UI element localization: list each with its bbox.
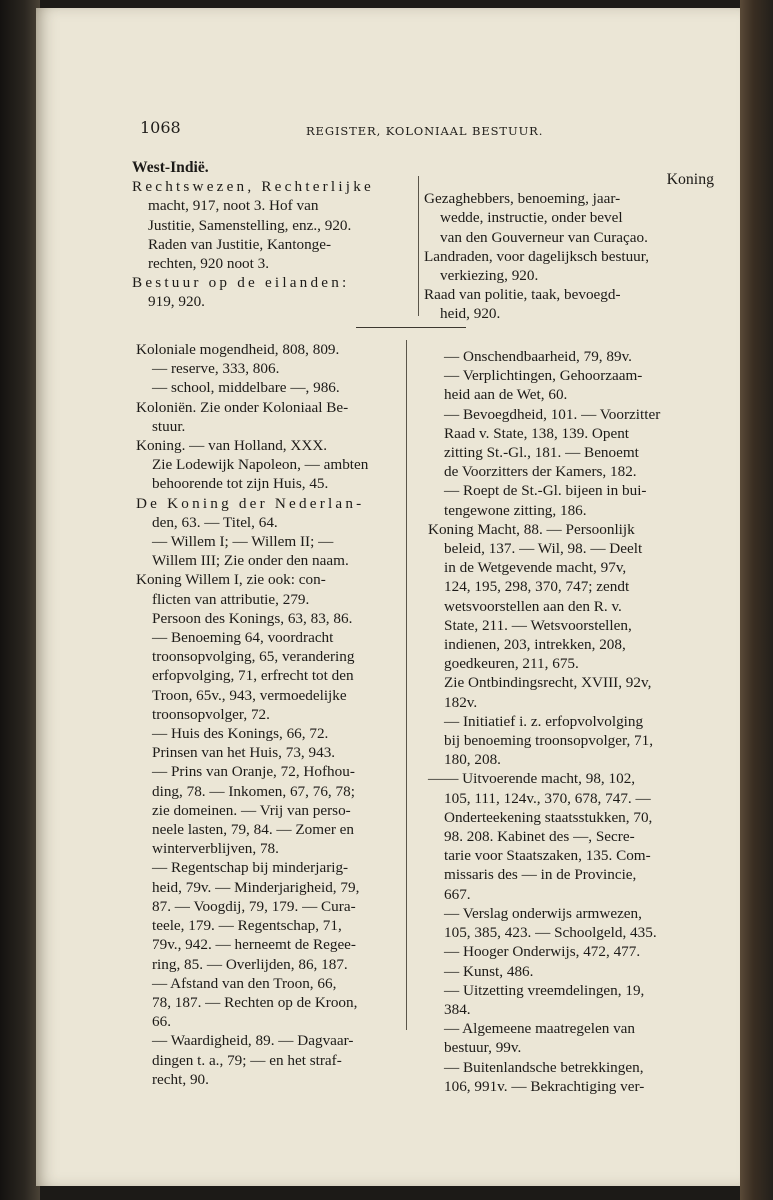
index-line: 78, 187. — Rechten op de Kroon, — [152, 993, 358, 1011]
index-line: — Prins van Oranje, 72, Hofhou- — [152, 763, 355, 781]
bottom-left-column — [136, 340, 432, 1089]
catchword-heading: Koning — [666, 171, 714, 188]
index-line: Justitie, Samenstelling, enz., 920. — [148, 216, 352, 234]
section-heading: West-Indië. — [132, 159, 209, 176]
index-line: — Hooger Onderwijs, 472, 477. — [444, 943, 641, 961]
index-line: den, 63. — Titel, 64. — [152, 513, 278, 531]
index-line: Landraden, voor dagelijksch bestuur, — [424, 247, 650, 265]
index-line: dingen t. a., 79; — en het straf- — [152, 1051, 342, 1069]
index-line: — Afstand van den Troon, 66, — [152, 974, 337, 992]
index-line: wetsvoorstellen aan den R. v. — [444, 597, 622, 615]
index-line: van den Gouverneur van Curaçao. — [440, 228, 648, 246]
index-line: — Uitzetting vreemdelingen, 19, — [444, 981, 645, 999]
index-line: — Bevoegdheid, 101. — Voorzitter — [444, 405, 661, 423]
index-line: ding, 78. — Inkomen, 67, 76, 78; — [152, 782, 355, 800]
index-line: — Initiatief i. z. erfopvolvolging — [444, 712, 644, 730]
index-line: de Voorzitters der Kamers, 182. — [444, 463, 637, 481]
index-line: macht, 917, noot 3. Hof van — [148, 197, 319, 215]
index-line: winterverblijven, 78. — [152, 840, 279, 858]
index-line: — Kunst, 486. — [444, 962, 534, 980]
index-line: 79v., 942. — herneemt de Regee- — [152, 936, 356, 954]
running-head: REGISTER, KOLONIAAL BESTUUR. — [306, 124, 544, 138]
index-line: 667. — [444, 885, 471, 903]
top-right-column — [424, 170, 714, 324]
index-line: 98. 208. Kabinet des —, Secre- — [444, 828, 635, 846]
index-line: Koloniale mogendheid, 808, 809. — [136, 341, 340, 358]
index-line: goedkeuren, 211, 675. — [444, 655, 579, 673]
index-line: Willem III; Zie onder den naam. — [152, 552, 349, 570]
index-line: De Koning der Nederlan- — [136, 494, 365, 512]
index-line: heid aan de Wet, 60. — [444, 386, 568, 404]
index-line: stuur. — [152, 417, 186, 435]
column-divider-top — [418, 176, 419, 316]
index-line: recht, 90. — [152, 1070, 209, 1088]
index-line: indienen, 203, intrekken, 208, — [444, 636, 626, 654]
index-line: beleid, 137. — Wil, 98. — Deelt — [444, 540, 643, 558]
index-line: — Regentschap bij minderjarig- — [152, 859, 349, 877]
index-line: tarie voor Staatszaken, 135. Com- — [444, 847, 651, 865]
index-line: — Waardigheid, 89. — Dagvaar- — [152, 1032, 354, 1050]
index-line: 106, 991v. — Bekrachtiging ver- — [444, 1077, 645, 1095]
index-line: Raad v. State, 138, 139. Opent — [444, 424, 630, 442]
index-line: Prinsen van het Huis, 73, 943. — [152, 744, 336, 762]
index-line: Bestuur op de eilanden: — [132, 274, 350, 292]
index-line: — Algemeene maatregelen van — [444, 1020, 636, 1038]
index-line: Koloniën. Zie onder Koloniaal Be- — [136, 398, 349, 416]
index-line: in de Wetgevende macht, 97v, — [444, 559, 627, 577]
index-line: zie domeinen. — Vrij van perso- — [152, 801, 351, 819]
index-line: bij benoeming troonsopvolger, 71, — [444, 732, 654, 750]
index-line: 105, 385, 423. — Schoolgeld, 435. — [444, 924, 657, 942]
index-line: Koning. — van Holland, XXX. — [136, 437, 328, 455]
index-line: Rechtswezen, Rechterlijke — [132, 178, 374, 196]
top-left-entries — [132, 177, 442, 311]
index-line: heid, 920. — [440, 305, 501, 323]
index-line: missaris des — in de Provincie, — [444, 866, 637, 884]
index-line: neele lasten, 79, 84. — Zomer en — [152, 821, 355, 839]
index-line: behoorende tot zijn Huis, 45. — [152, 475, 329, 493]
index-line: zitting St.-Gl., 181. — Benoemt — [444, 444, 639, 462]
index-line: 182v. — [444, 693, 478, 711]
book-spine-shadow — [0, 0, 40, 1200]
index-line: Koning Macht, 88. — Persoonlijk — [428, 520, 635, 538]
index-line: — Benoeming 64, voordracht — [152, 629, 334, 647]
index-line: 384. — [444, 1000, 471, 1018]
top-right-entries — [424, 189, 714, 323]
index-line: 87. — Voogdij, 79, 179. — Cura- — [152, 897, 356, 915]
index-line: Gezaghebbers, benoeming, jaar- — [424, 190, 621, 208]
index-line: tengewone zitting, 186. — [444, 501, 587, 519]
index-line: Onderteekening staatsstukken, 70, — [444, 808, 653, 826]
index-line: — school, middelbare —, 986. — [152, 379, 340, 397]
index-line: 124, 195, 298, 370, 747; zendt — [444, 578, 630, 596]
bottom-left-entries — [136, 340, 432, 1089]
index-line: ring, 85. — Overlijden, 86, 187. — [152, 955, 348, 973]
index-line: — Willem I; — Willem II; — — [152, 533, 334, 551]
index-line: — reserve, 333, 806. — [152, 360, 280, 378]
index-line: Troon, 65v., 943, vermoedelijke — [152, 686, 347, 704]
index-line: 180, 208. — [444, 751, 501, 769]
index-line: Zie Ontbindingsrecht, XVIII, 92v, — [444, 674, 652, 692]
index-line: teele, 179. — Regentschap, 71, — [152, 917, 342, 935]
index-line: Raad van politie, taak, bevoegd- — [424, 286, 621, 304]
index-line: bestuur, 99v. — [444, 1039, 522, 1057]
index-line: rechten, 920 noot 3. — [148, 255, 270, 273]
index-line: flicten van attributie, 279. — [152, 590, 310, 608]
page-number: 1068 — [140, 118, 181, 137]
index-line: 919, 920. — [148, 293, 205, 311]
index-line: — Verplichtingen, Gehoorzaam- — [444, 367, 643, 385]
page-edge-shadow — [740, 0, 773, 1200]
index-line: verkiezing, 920. — [440, 267, 539, 285]
index-line: Koning Willem I, zie ook: con- — [136, 571, 326, 589]
index-line: —— Uitvoerende macht, 98, 102, — [428, 770, 636, 788]
index-line: wedde, instructie, onder bevel — [440, 209, 623, 227]
index-line: — Roept de St.-Gl. bijeen in bui- — [444, 482, 647, 500]
index-line: — Verslag onderwijs armwezen, — [444, 904, 642, 922]
top-left-column — [132, 158, 442, 312]
index-line: — Buitenlandsche betrekkingen, — [444, 1058, 644, 1076]
index-line: Persoon des Konings, 63, 83, 86. — [152, 609, 353, 627]
index-line: erfopvolging, 71, erfrecht tot den — [152, 667, 354, 685]
index-line: 105, 111, 124v., 370, 678, 747. — — [444, 789, 651, 807]
section-separator-rule — [356, 327, 466, 328]
index-line: Raden van Justitie, Kantonge- — [148, 235, 332, 253]
index-line: 66. — [152, 1013, 171, 1031]
index-line: — Huis des Konings, 66, 72. — [152, 725, 329, 743]
index-line: troonsopvolger, 72. — [152, 705, 270, 723]
index-line: Zie Lodewijk Napoleon, — ambten — [152, 456, 369, 474]
index-line: — Onschendbaarheid, 79, 89v. — [444, 348, 632, 365]
index-line: heid, 79v. — Minderjarigheid, 79, — [152, 878, 360, 896]
bottom-right-column — [428, 347, 714, 1096]
index-line: State, 211. — Wetsvoorstellen, — [444, 616, 632, 634]
index-line: troonsopvolging, 65, verandering — [152, 648, 355, 666]
bottom-right-entries — [428, 347, 714, 1096]
